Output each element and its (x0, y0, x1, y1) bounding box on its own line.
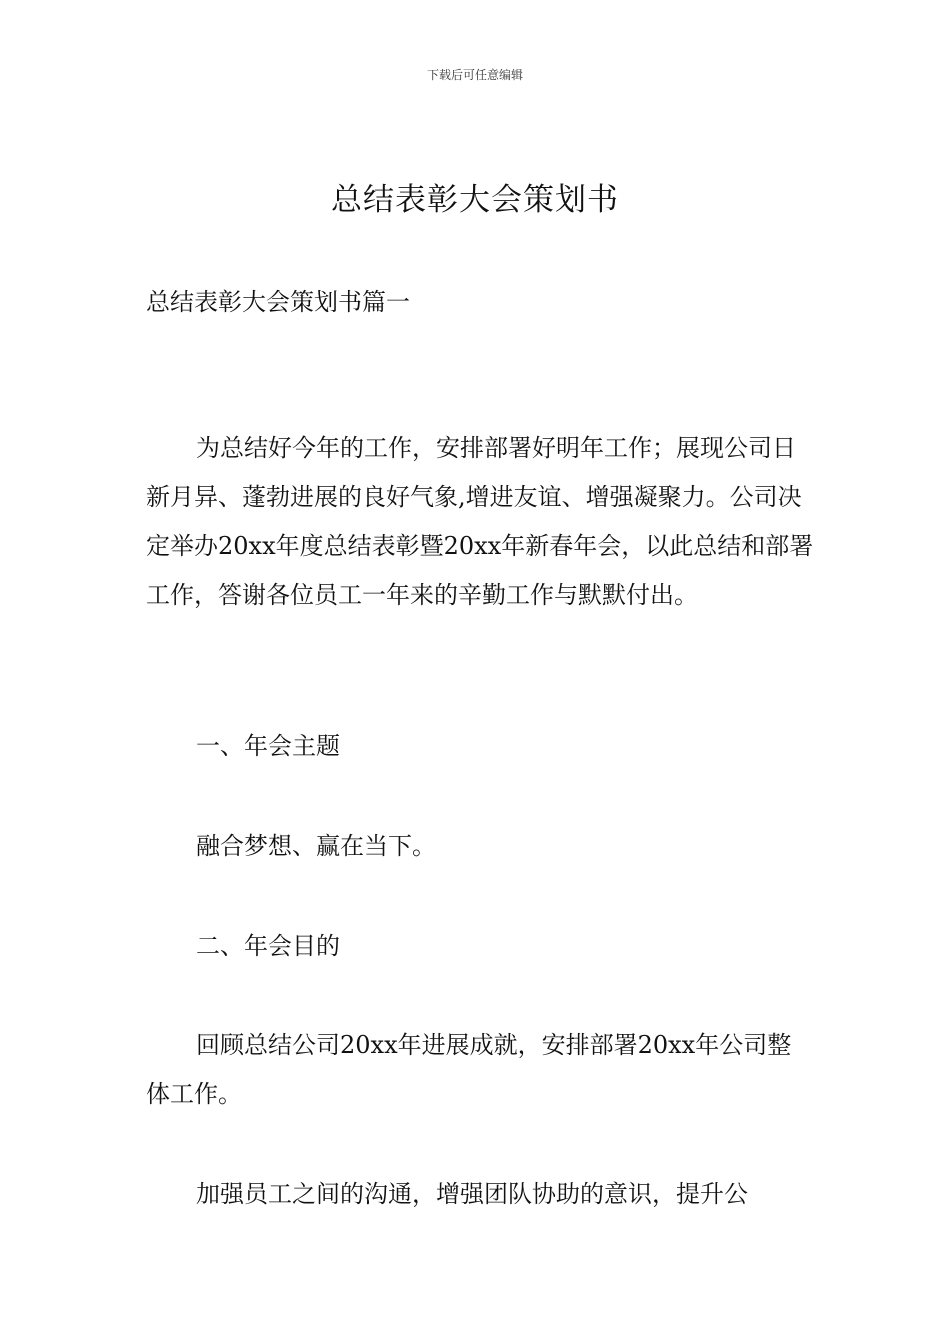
section-heading-purpose: 二、年会目的 (196, 932, 340, 960)
intro-paragraph: 为总结好今年的工作，安排部署好明年工作；展现公司日新月异、蓬勃进展的良好气象,增进友谊、增强凝聚力。公司决定举办20xx年度总结表彰暨20xx年新春年会，以此总结和部署工作，答谢各位员工一年来的辛勤工作与默默付出。 (146, 434, 814, 609)
purpose-paragraph-1: 回顾总结公司20xx年进展成就，安排部署20xx年公司整体工作。 (146, 1031, 792, 1108)
section-heading-theme: 一、年会主题 (196, 732, 340, 760)
purpose-paragraph-2: 加强员工之间的沟通，增强团队协助的意识，提升公 (196, 1180, 748, 1208)
document-title: 总结表彰大会策划书 (331, 182, 619, 218)
header-note: 下载后可任意编辑 (426, 68, 523, 82)
document-subtitle: 总结表彰大会策划书篇一 (146, 288, 410, 316)
theme-paragraph: 融合梦想、赢在当下。 (196, 832, 436, 860)
